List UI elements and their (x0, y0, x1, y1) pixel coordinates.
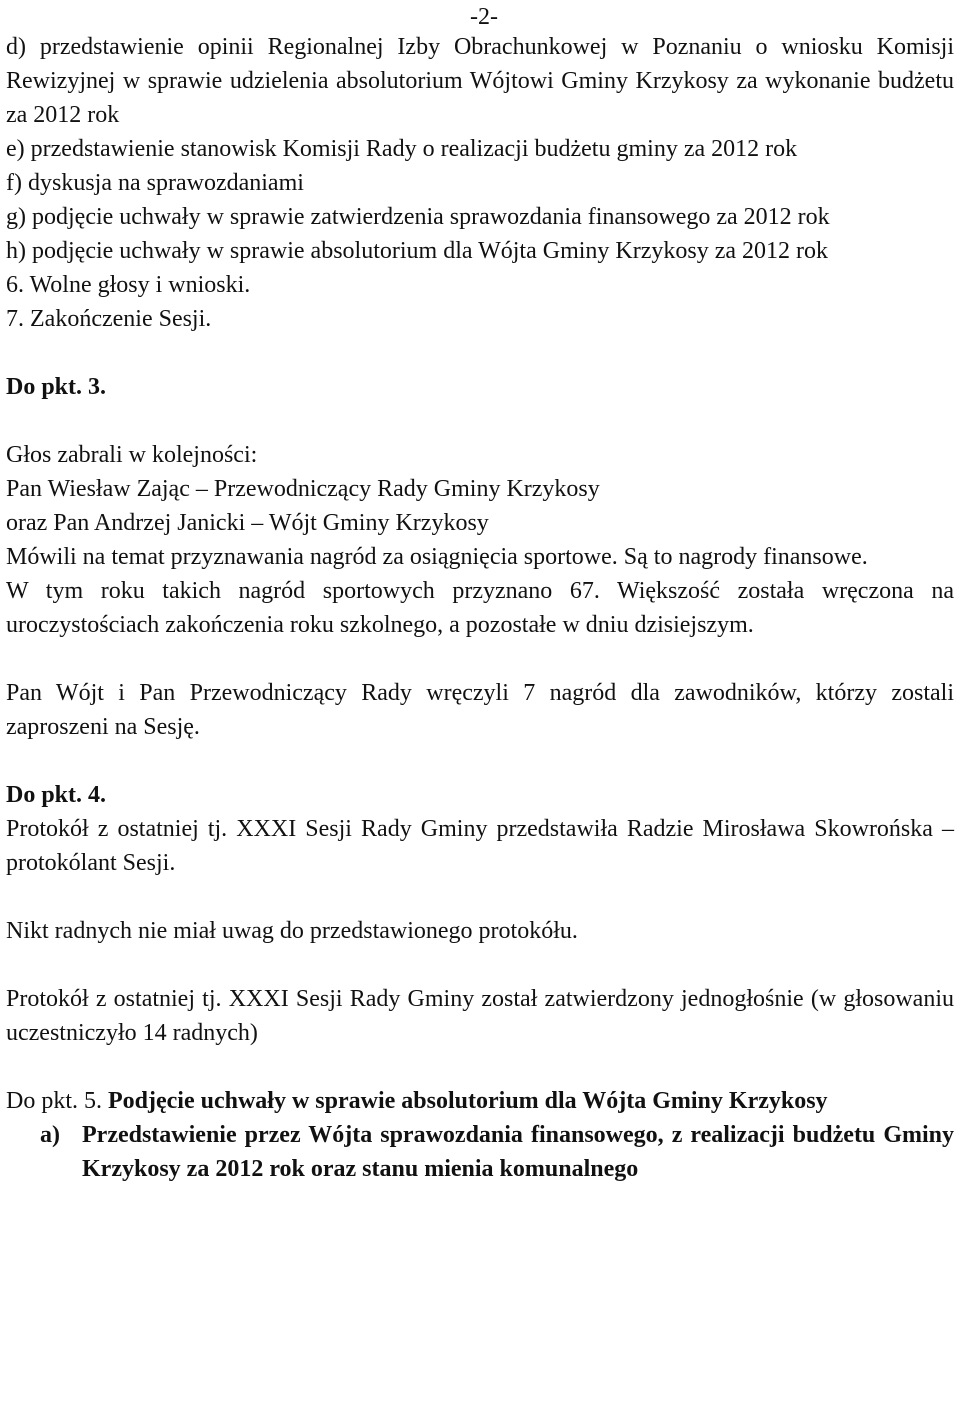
section-3-paragraph-presentation: Pan Wójt i Pan Przewodniczący Rady wręczyli 7 nagród dla zawodników, którzy zostali zaproszeni na Sesję. (6, 680, 954, 740)
section-3-paragraph-awards: Mówili na temat przyznawania nagród za osiągnięcia sportowe. Są to nagrody finansowe. (6, 544, 868, 570)
section-3-speaker-2: oraz Pan Andrzej Janicki – Wójt Gminy Krzykosy (6, 510, 489, 536)
agenda-item-f: f) dyskusja na sprawozdaniami (6, 170, 304, 196)
section-5-prefix: Do pkt. 5. (6, 1088, 102, 1114)
agenda-item-d: d) przedstawienie opinii Regionalnej Izby Obrachunkowej w Poznaniu o wniosku Komisji Rewizyjnej w sprawie udzielenia absolutorium Wójtowi Gminy Krzykosy za wykonanie budżetu za 2012 rok (6, 34, 954, 128)
page-number: -2- (470, 4, 498, 30)
section-3-paragraph-count: W tym roku takich nagród sportowych przyznano 67. Większość została wręczona na uroczystościach zakończenia roku szkolnego, a pozostałe w dniu dzisiejszym. (6, 578, 954, 638)
agenda-item-h: h) podjęcie uchwały w sprawie absolutorium dla Wójta Gminy Krzykosy za 2012 rok (6, 238, 829, 264)
agenda-item-6: 6. Wolne głosy i wnioski. (6, 272, 251, 298)
section-3-speaker-1: Pan Wiesław Zając – Przewodniczący Rady Gminy Krzykosy (6, 476, 600, 502)
section-3-speakers-intro: Głos zabrali w kolejności: (6, 442, 258, 468)
section-5-heading (6, 1084, 954, 1118)
section-3 (6, 370, 954, 744)
section-3-heading: Do pkt. 3. (6, 374, 107, 400)
agenda-item-7: 7. Zakończenie Sesji. (6, 306, 212, 332)
section-4-heading: Do pkt. 4. (6, 782, 107, 808)
section-4-paragraph-1: Protokół z ostatniej tj. XXXI Sesji Rady Gminy przedstawiła Radzie Mirosława Skowrońska – protokólant Sesji. (6, 816, 954, 876)
section-4 (6, 778, 954, 1050)
sub-item-text: Przedstawienie przez Wójta sprawozdania finansowego, z realizacji budżetu Gminy Krzykosy za 2012 rok oraz stanu mienia komunalnego (82, 1122, 954, 1182)
agenda-item-g: g) podjęcie uchwały w sprawie zatwierdzenia sprawozdania finansowego za 2012 rok (6, 204, 830, 230)
section-4-paragraph-3: Protokół z ostatniej tj. XXXI Sesji Rady Gminy został zatwierdzony jednogłośnie (w głosowaniu uczestniczyło 14 radnych) (6, 986, 954, 1046)
agenda-item-e: e) przedstawienie stanowisk Komisji Rady o realizacji budżetu gminy za 2012 rok (6, 136, 798, 162)
sub-item-marker: a) (40, 1122, 60, 1148)
section-5 (6, 1084, 954, 1186)
section-5-sub-item-a (40, 1118, 954, 1186)
document-body (6, 30, 954, 1186)
section-5-title: Podjęcie uchwały w sprawie absolutorium dla Wójta Gminy Krzykosy (108, 1088, 828, 1114)
agenda-list (6, 30, 954, 336)
section-4-paragraph-2: Nikt radnych nie miał uwag do przedstawionego protokółu. (6, 918, 578, 944)
